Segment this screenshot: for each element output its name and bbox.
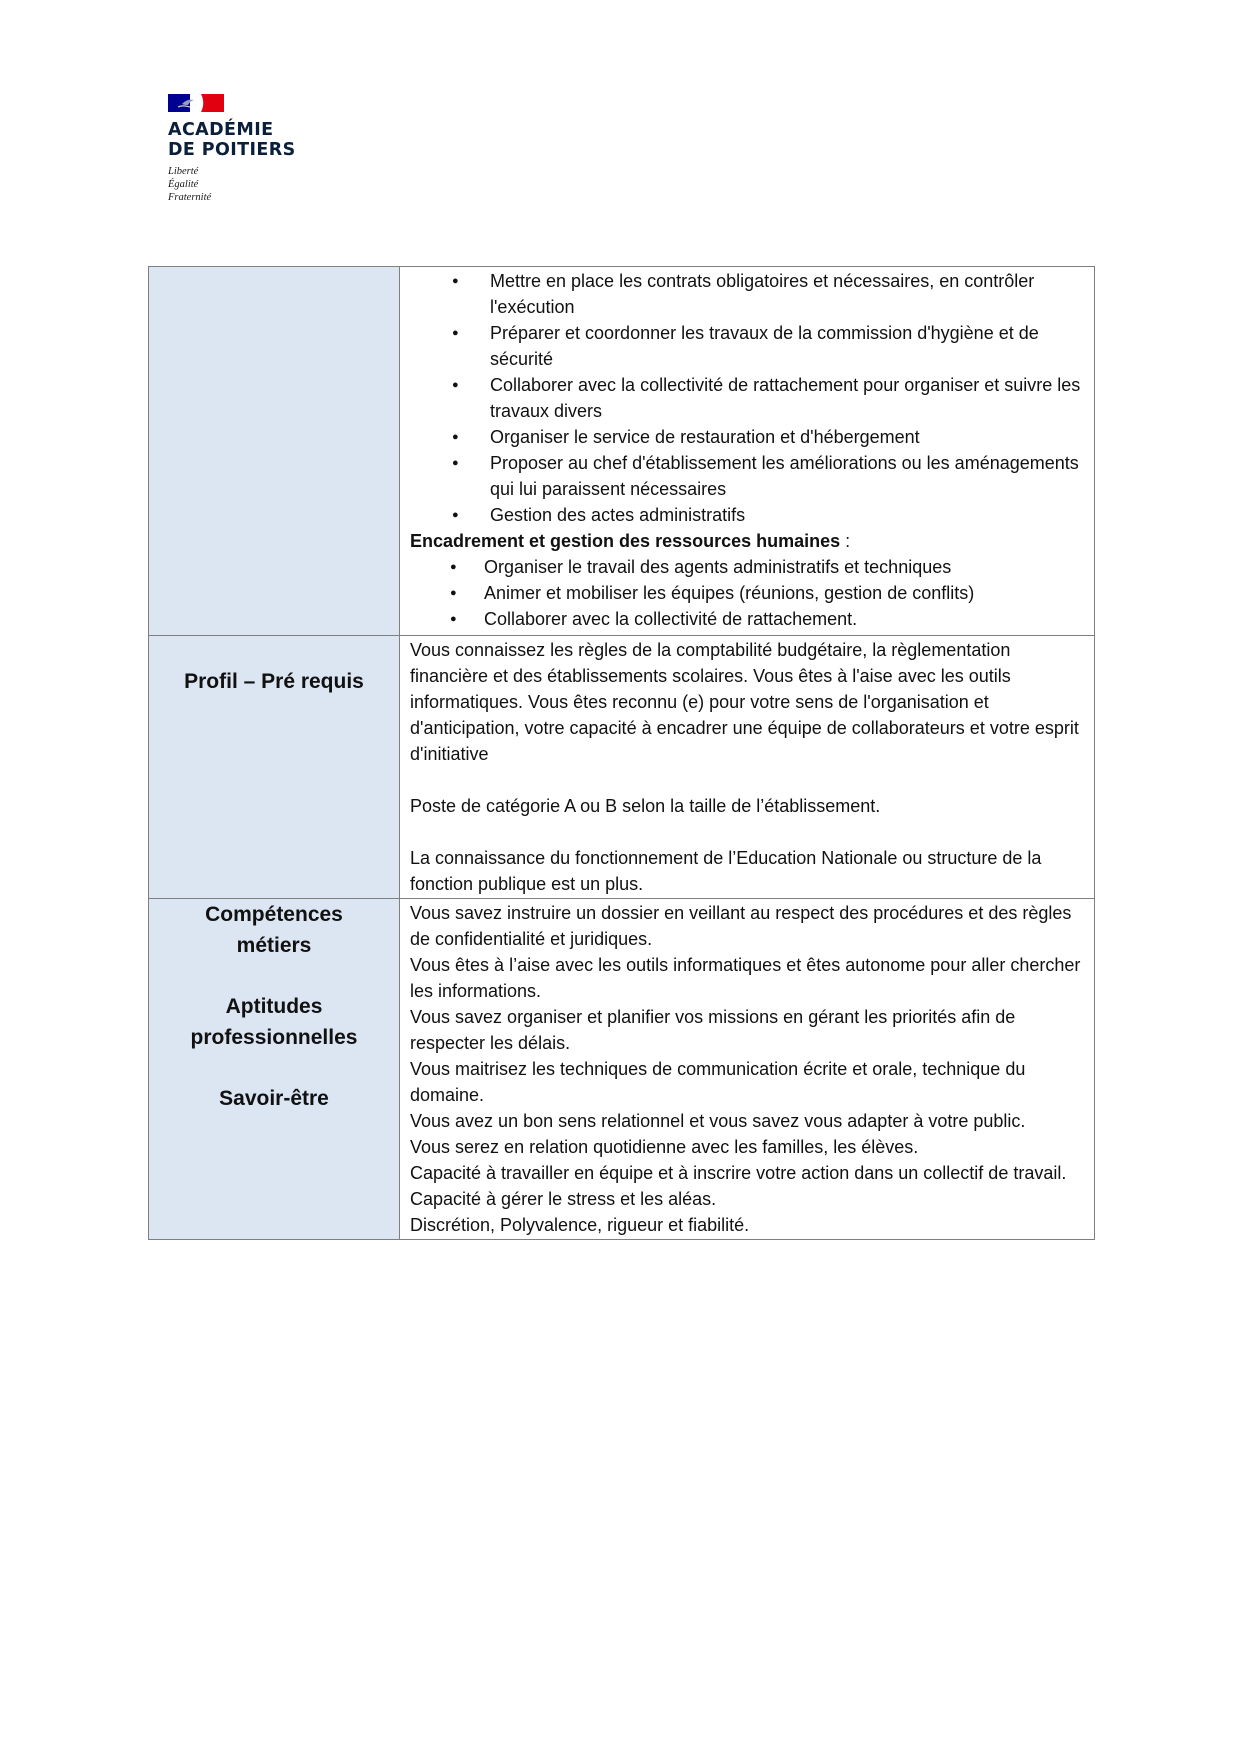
- logo-name-line1: ACADÉMIE: [168, 120, 274, 140]
- metiers-label: métiers: [236, 934, 312, 957]
- missions-list: [410, 268, 1084, 528]
- table-row: [149, 899, 1095, 1240]
- list-item: ● Proposer au chef d'établissement les améliorations ou les aménagements qui lui paraissent nécessaires: [410, 450, 1084, 502]
- logo-motto: [168, 165, 328, 204]
- competence-line: Vous maitrisez les techniques de communication écrite et orale, technique du domaine.: [410, 1059, 1026, 1105]
- competence-line: Discrétion, Polyvalence, rigueur et fiabilité.: [410, 1215, 750, 1235]
- logo-name: [168, 120, 328, 160]
- list-item: ● Organiser le service de restauration et d'hébergement: [410, 424, 1084, 450]
- profil-label: Profil – Pré requis: [184, 670, 364, 693]
- competence-line: Vous avez un bon sens relationnel et vous savez vous adapter à votre public.: [410, 1111, 1026, 1131]
- section-heading: Encadrement et gestion des ressources humaines: [410, 531, 841, 551]
- row-label-profil: [149, 636, 400, 899]
- marianne-flag-icon: [168, 92, 224, 114]
- competence-line: Vous êtes à l’aise avec les outils informatiques et êtes autonome pour aller chercher les informations.: [410, 955, 1081, 1001]
- profil-paragraph: Vous connaissez les règles de la comptabilité budgétaire, la règlementation financière et des établissements scolaires. Vous êtes à l'aise avec les outils informatiques. Vous êtes reconnu (e) pour votre sens de l'organisation et d'anticipation, votre capacité à encadrer une équipe de collaborateurs et votre esprit d'initiative: [410, 640, 1079, 764]
- list-item: ● Mettre en place les contrats obligatoires et nécessaires, en contrôler l'exécution: [410, 268, 1084, 320]
- section-heading-line: [410, 528, 1084, 554]
- competence-line: Vous serez en relation quotidienne avec les familles, les élèves.: [410, 1137, 919, 1157]
- competence-line: Capacité à gérer le stress et les aléas.: [410, 1189, 717, 1209]
- aptitudes-label: Aptitudes: [225, 995, 323, 1018]
- profil-paragraph: La connaissance du fonctionnement de l’Education Nationale ou structure de la fonction publique est un plus.: [410, 848, 1042, 894]
- list-item: ● Animer et mobiliser les équipes (réunions, gestion de conflits): [410, 580, 1084, 606]
- section-heading-suffix: :: [840, 531, 851, 551]
- profil-cell: [400, 636, 1095, 899]
- motto-liberte: Liberté: [168, 166, 199, 177]
- missions-cell: [400, 267, 1095, 636]
- motto-egalite: Égalité: [168, 179, 199, 190]
- table-row: [149, 636, 1095, 899]
- logo-name-line2: DE POITIERS: [168, 140, 296, 160]
- row-label-competences: [149, 899, 400, 1240]
- competence-line: Vous savez organiser et planifier vos missions en gérant les priorités afin de respecter les délais.: [410, 1007, 1016, 1053]
- job-description-table: [148, 266, 1095, 1240]
- competence-line: Vous savez instruire un dossier en veillant au respect des procédures et des règles de confidentialité et juridiques.: [410, 903, 1072, 949]
- competence-line: Capacité à travailler en équipe et à inscrire votre action dans un collectif de travail.: [410, 1163, 1067, 1183]
- professionnelles-label: professionnelles: [190, 1026, 358, 1049]
- list-item: ● Collaborer avec la collectivité de rattachement pour organiser et suivre les travaux divers: [410, 372, 1084, 424]
- list-item: ● Gestion des actes administratifs: [410, 502, 1084, 528]
- list-item: ● Collaborer avec la collectivité de rattachement.: [410, 606, 1084, 632]
- academie-logo: [168, 92, 328, 204]
- profil-paragraph: Poste de catégorie A ou B selon la taille de l’établissement.: [410, 796, 881, 816]
- motto-fraternite: Fraternité: [168, 192, 212, 203]
- hr-list: [410, 554, 1084, 632]
- list-item: ● Préparer et coordonner les travaux de la commission d'hygiène et de sécurité: [410, 320, 1084, 372]
- competences-cell: [400, 899, 1095, 1240]
- competences-label: Compétences: [205, 903, 343, 926]
- list-item: ● Organiser le travail des agents administratifs et techniques: [410, 554, 1084, 580]
- table-row: [149, 267, 1095, 636]
- row-label-empty: [149, 267, 400, 636]
- savoir-etre-label: Savoir-être: [219, 1087, 329, 1110]
